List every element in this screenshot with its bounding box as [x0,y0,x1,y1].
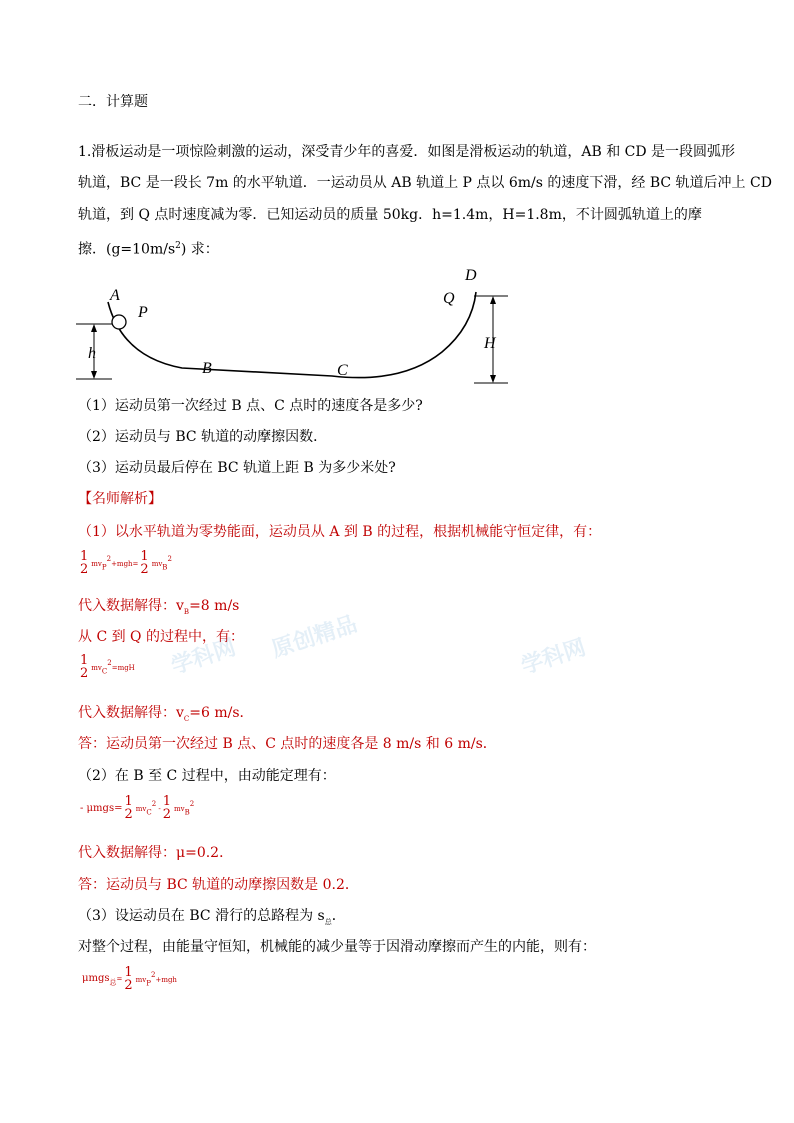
question-1: （1）运动员第一次经过 B 点、C 点时的速度各是多少? [78,398,423,414]
track-diagram [72,262,512,392]
eq4-frac: 1 2 [124,965,133,993]
analysis-p9: （3）设运动员在 BC 滑行的总路程为 $s_总$． [78,908,346,926]
problem-line-2: 轨道，BC 是一段长 7m 的水平轨道．一运动员从 AB 轨道上 P 点以 6m/s 的速度下滑，经 BC 轨道后冲上 CD [78,175,772,191]
problem-line-1: 1.滑板运动是一项惊险刺激的运动，深受青少年的喜爱．如图是滑板运动的轨道，AB 和 CD 是一段圆弧形 [78,144,736,160]
analysis-p8: 答：运动员与 BC 轨道的动摩擦因数是 0.2． [78,877,359,893]
analysis-p3: 从 C 到 Q 的过程中，有： [78,629,244,645]
problem-line-4 [78,236,219,260]
h-arrow-up [91,324,97,332]
analysis-p7: 代入数据解得：μ=0.2． [78,845,234,861]
equation-1: 1 2 $mv_P^2+mgh=$ 1 2 $mv_B^2$ [80,549,172,577]
analysis-p4: 代入数据解得：$v_C=6$ m/s． [78,705,254,723]
label-C: C [337,362,348,379]
label-B: B [202,360,212,377]
H-arrow-up [490,296,496,304]
label-D: D [465,267,477,284]
skater-circle [112,315,126,329]
problem-line-3: 轨道，到 Q 点时速度减为零．已知运动员的质量 50kg．h=1.4m，H=1.8m，不计圆弧轨道上的摩 [78,207,702,223]
analysis-p10: 对整个过程，由能量守恒知，机械能的减少量等于因滑动摩擦而产生的内能，则有： [78,939,596,955]
eq1-frac-2: 1 2 [140,549,149,577]
question-3: （3）运动员最后停在 BC 轨道上距 B 为多少米处? [78,460,396,476]
watermark-2: 原创精品 [268,610,361,663]
problem-line-4-sup: 2 [175,241,181,251]
analysis-p1: （1）以水平轨道为零势能面，运动员从 A 到 B 的过程，根据机械能守恒定律，有： [78,524,602,540]
track-curve [108,292,476,378]
eq3-frac-2: 1 2 [162,794,172,822]
h-arrow-down [91,371,97,379]
label-h: h [88,345,96,362]
section-title: 二．计算题 [78,94,148,110]
equation-3: - μmgs= 1 2 $mv_C^2$ - 1 2 $mv_B^2$ [80,794,195,822]
problem-line-4-a: 擦．(g=10m/s [78,241,176,258]
watermark-1: 学科网 [168,634,239,680]
watermark-3: 学科网 [518,634,589,680]
equation-2: 1 2 $mv_C^2=mgH$ [80,653,135,681]
label-P: P [138,304,148,321]
analysis-header: 【名师解析】 [78,491,162,507]
label-Q: Q [443,290,455,307]
equation-4: μmgs$_总$= 1 2 $mv_P^2+mgh$ [82,965,177,993]
label-H: H [484,335,496,352]
eq1-frac: 1 2 [80,549,89,577]
question-2: （2）运动员与 BC 轨道的动摩擦因数． [78,429,328,445]
eq3-frac: 1 2 [124,794,133,822]
analysis-p5: 答：运动员第一次经过 B 点、C 点时的速度各是 8 m/s 和 6 m/s． [78,736,497,752]
label-A: A [110,287,120,304]
eq2-frac: 1 2 [80,653,89,681]
analysis-p6: （2）在 B 至 C 过程中，由动能定理有： [78,768,336,784]
analysis-p2: 代入数据解得：$v_B=8$ m/s [78,598,240,616]
problem-line-4-b: ) 求： [180,241,219,258]
H-arrow-down [490,375,496,383]
